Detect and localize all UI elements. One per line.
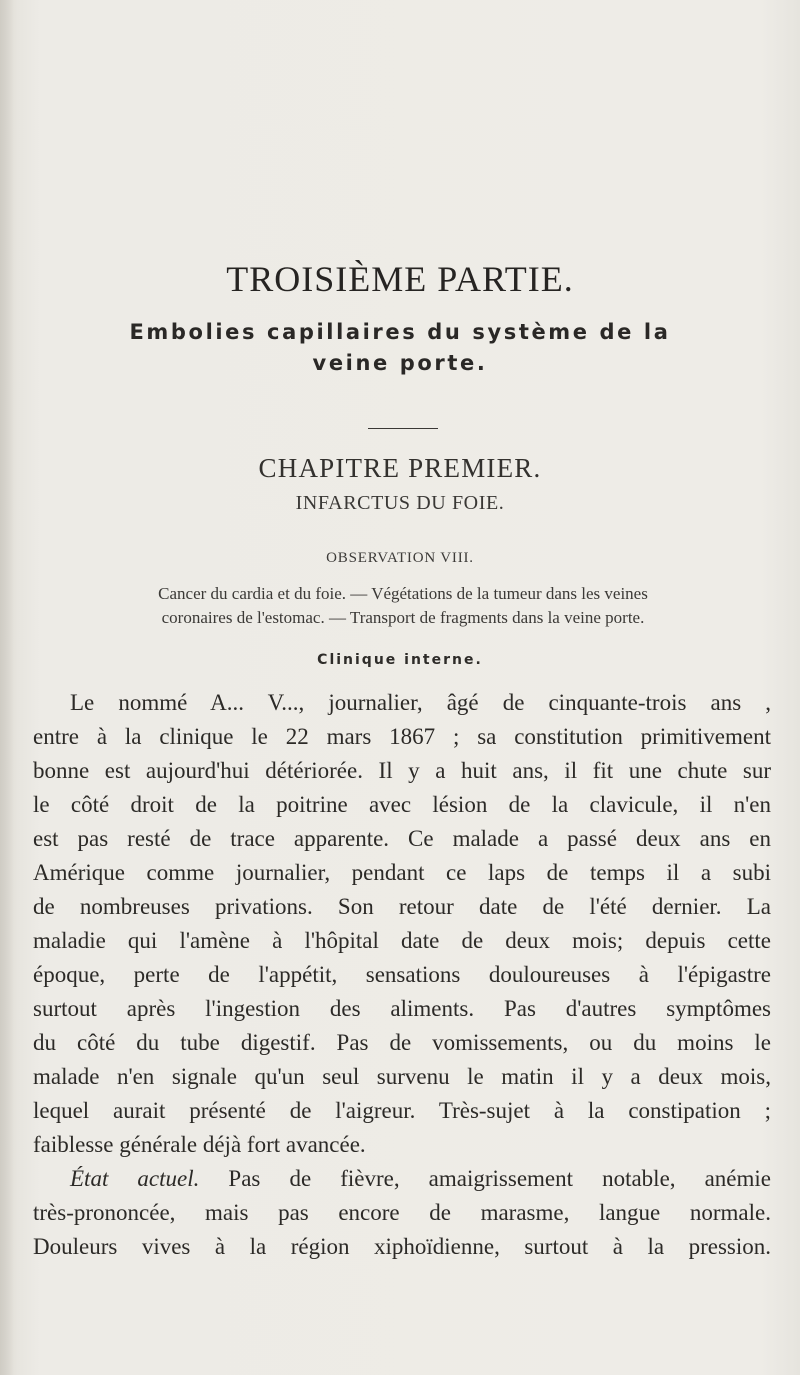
- summary-line-1: Cancer du cardia et du foie. — Végétations de la tumeur dans les veines: [158, 584, 648, 603]
- subject-line-2: veine porte.: [312, 351, 488, 375]
- section-divider: [368, 428, 438, 429]
- text-line: malade n'en signale qu'un seul survenu le matin il y a deux mois,: [33, 1064, 771, 1089]
- text-line: Amérique comme journalier, pendant ce laps de temps il a subi: [33, 860, 771, 885]
- text-line: du côté du tube digestif. Pas de vomissements, ou du moins le: [33, 1030, 771, 1055]
- current-state-first-line: Pas de fièvre, amaigrissement notable, anémie: [199, 1166, 772, 1191]
- summary-line-2: coronaires de l'estomac. — Transport de fragments dans la veine porte.: [161, 608, 645, 627]
- text-line: entre à la clinique le 22 mars 1867 ; sa constitution primitivement: [33, 724, 771, 749]
- part-title: TROISIÈME PARTIE.: [226, 259, 574, 299]
- text-line: Le nommé A... V..., journalier, âgé de cinquante-trois ans ,: [70, 690, 771, 715]
- text-line: [70, 1162, 771, 1196]
- text-line: faiblesse générale déjà fort avancée.: [33, 1132, 366, 1157]
- text-line: le côté droit de la poitrine avec lésion de la clavicule, il n'en: [33, 792, 771, 817]
- text-line: de nombreuses privations. Son retour date de l'été dernier. La: [33, 894, 771, 919]
- text-line: Douleurs vives à la région xiphoïdienne, surtout à la pression.: [33, 1234, 771, 1259]
- text-line: est pas resté de trace apparente. Ce malade a passé deux ans en: [33, 826, 771, 851]
- text-line: lequel aurait présenté de l'aigreur. Très-sujet à la constipation ;: [33, 1098, 771, 1123]
- chapter-subtitle: INFARCTUS DU FOIE.: [295, 492, 505, 514]
- chapter-title: CHAPITRE PREMIER.: [258, 453, 542, 483]
- clinic-label: Clinique interne.: [317, 652, 483, 668]
- text-line: bonne est aujourd'hui détériorée. Il y a huit ans, il fit une chute sur: [33, 758, 771, 783]
- text-line: époque, perte de l'appétit, sensations douloureuses à l'épigastre: [33, 962, 771, 987]
- observation-heading: OBSERVATION VIII.: [326, 550, 474, 566]
- text-line: maladie qui l'amène à l'hôpital date de deux mois; depuis cette: [33, 928, 771, 953]
- current-state-heading: État actuel.: [70, 1166, 200, 1191]
- text-line: très-prononcée, mais pas encore de marasme, langue normale.: [33, 1200, 771, 1225]
- page-gutter-shadow: [0, 0, 14, 1375]
- text-line: surtout après l'ingestion des aliments. Pas d'autres symptômes: [33, 996, 771, 1021]
- subject-line-1: Embolies capillaires du système de la: [129, 320, 671, 344]
